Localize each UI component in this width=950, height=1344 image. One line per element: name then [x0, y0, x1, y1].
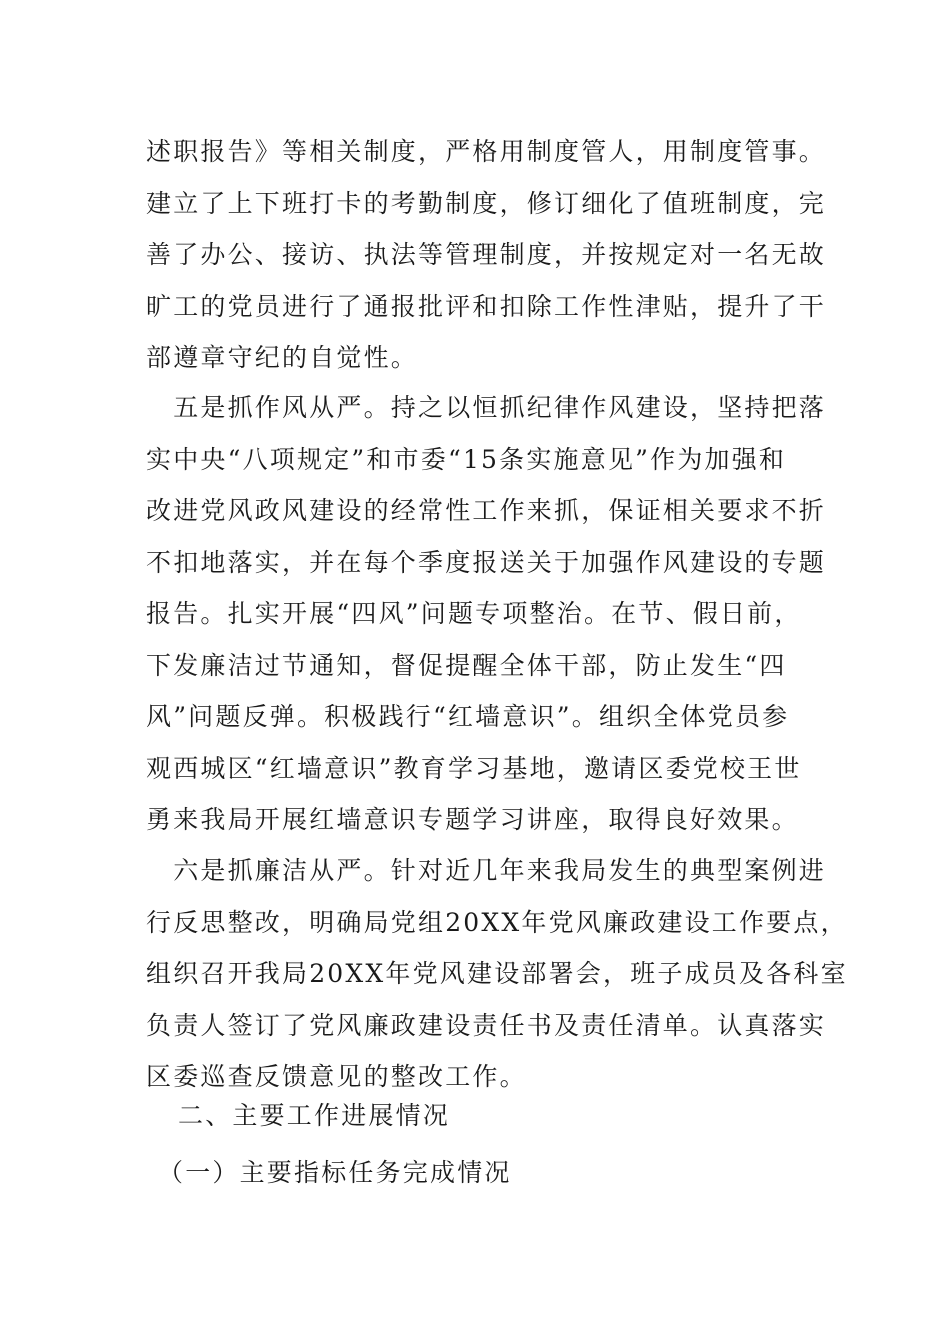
text-line: 部遵章守纪的自觉性。: [146, 343, 419, 372]
text-line: 区委巡查反馈意见的整改工作。: [146, 1062, 527, 1091]
subsection-heading: [146, 1147, 806, 1199]
text-line: 述职报告》等相关制度，严格用制度管人，用制度管事。: [146, 137, 827, 166]
text-line: 实中央“八项规定”和市委“15条实施意见”作为加强和: [146, 444, 787, 474]
text-line: 行反思整改，明确局党组20XX年党风廉政建设工作要点，: [146, 907, 848, 937]
text-line: 下发廉洁过节通知，督促提醒全体干部，防止发生“四: [146, 650, 787, 680]
text-line: 五是抓作风从严。持之以恒抓纪律作风建设，坚持把落: [146, 393, 827, 422]
text-line: 改进党风政风建设的经常性工作来抓，保证相关要求不折: [146, 496, 827, 525]
text-line: 建立了上下班打卡的考勤制度，修订细化了值班制度，完: [146, 188, 827, 218]
text-line: 负责人签订了党风廉政建设责任书及责任清单。认真落实: [146, 1010, 827, 1040]
heading-text: （一）主要指标任务完成情况: [158, 1158, 512, 1187]
text-line: 组织召开我局20XX年党风建设部署会，班子成员及各科室: [146, 959, 848, 988]
section-heading: [146, 1090, 806, 1142]
text-line: 不扣地落实，并在每个季度报送关于加强作风建设的专题: [146, 547, 827, 577]
paragraph-continued: [146, 126, 827, 384]
text-line: 六是抓廉洁从严。针对近几年来我局发生的典型案例进: [146, 856, 827, 885]
text-line: 观西城区“红墙意识”教育学习基地，邀请区委党校王世: [146, 753, 802, 783]
text-line: 善了办公、接访、执法等管理制度，并按规定对一名无故: [146, 240, 827, 269]
text-line: 勇来我局开展红墙意识专题学习讲座，取得良好效果。: [146, 805, 799, 834]
paragraph-six: [146, 845, 848, 1103]
text-line: 报告。扎实开展“四风”问题专项整治。在节、假日前，: [146, 599, 802, 628]
paragraph-five: [146, 382, 827, 846]
text-line: 风”问题反弹。积极践行“红墙意识”。组织全体党员参: [146, 702, 790, 731]
text-line: 旷工的党员进行了通报批评和扣除工作性津贴，提升了干: [146, 291, 827, 321]
heading-text: 二、主要工作进展情况: [178, 1101, 451, 1130]
